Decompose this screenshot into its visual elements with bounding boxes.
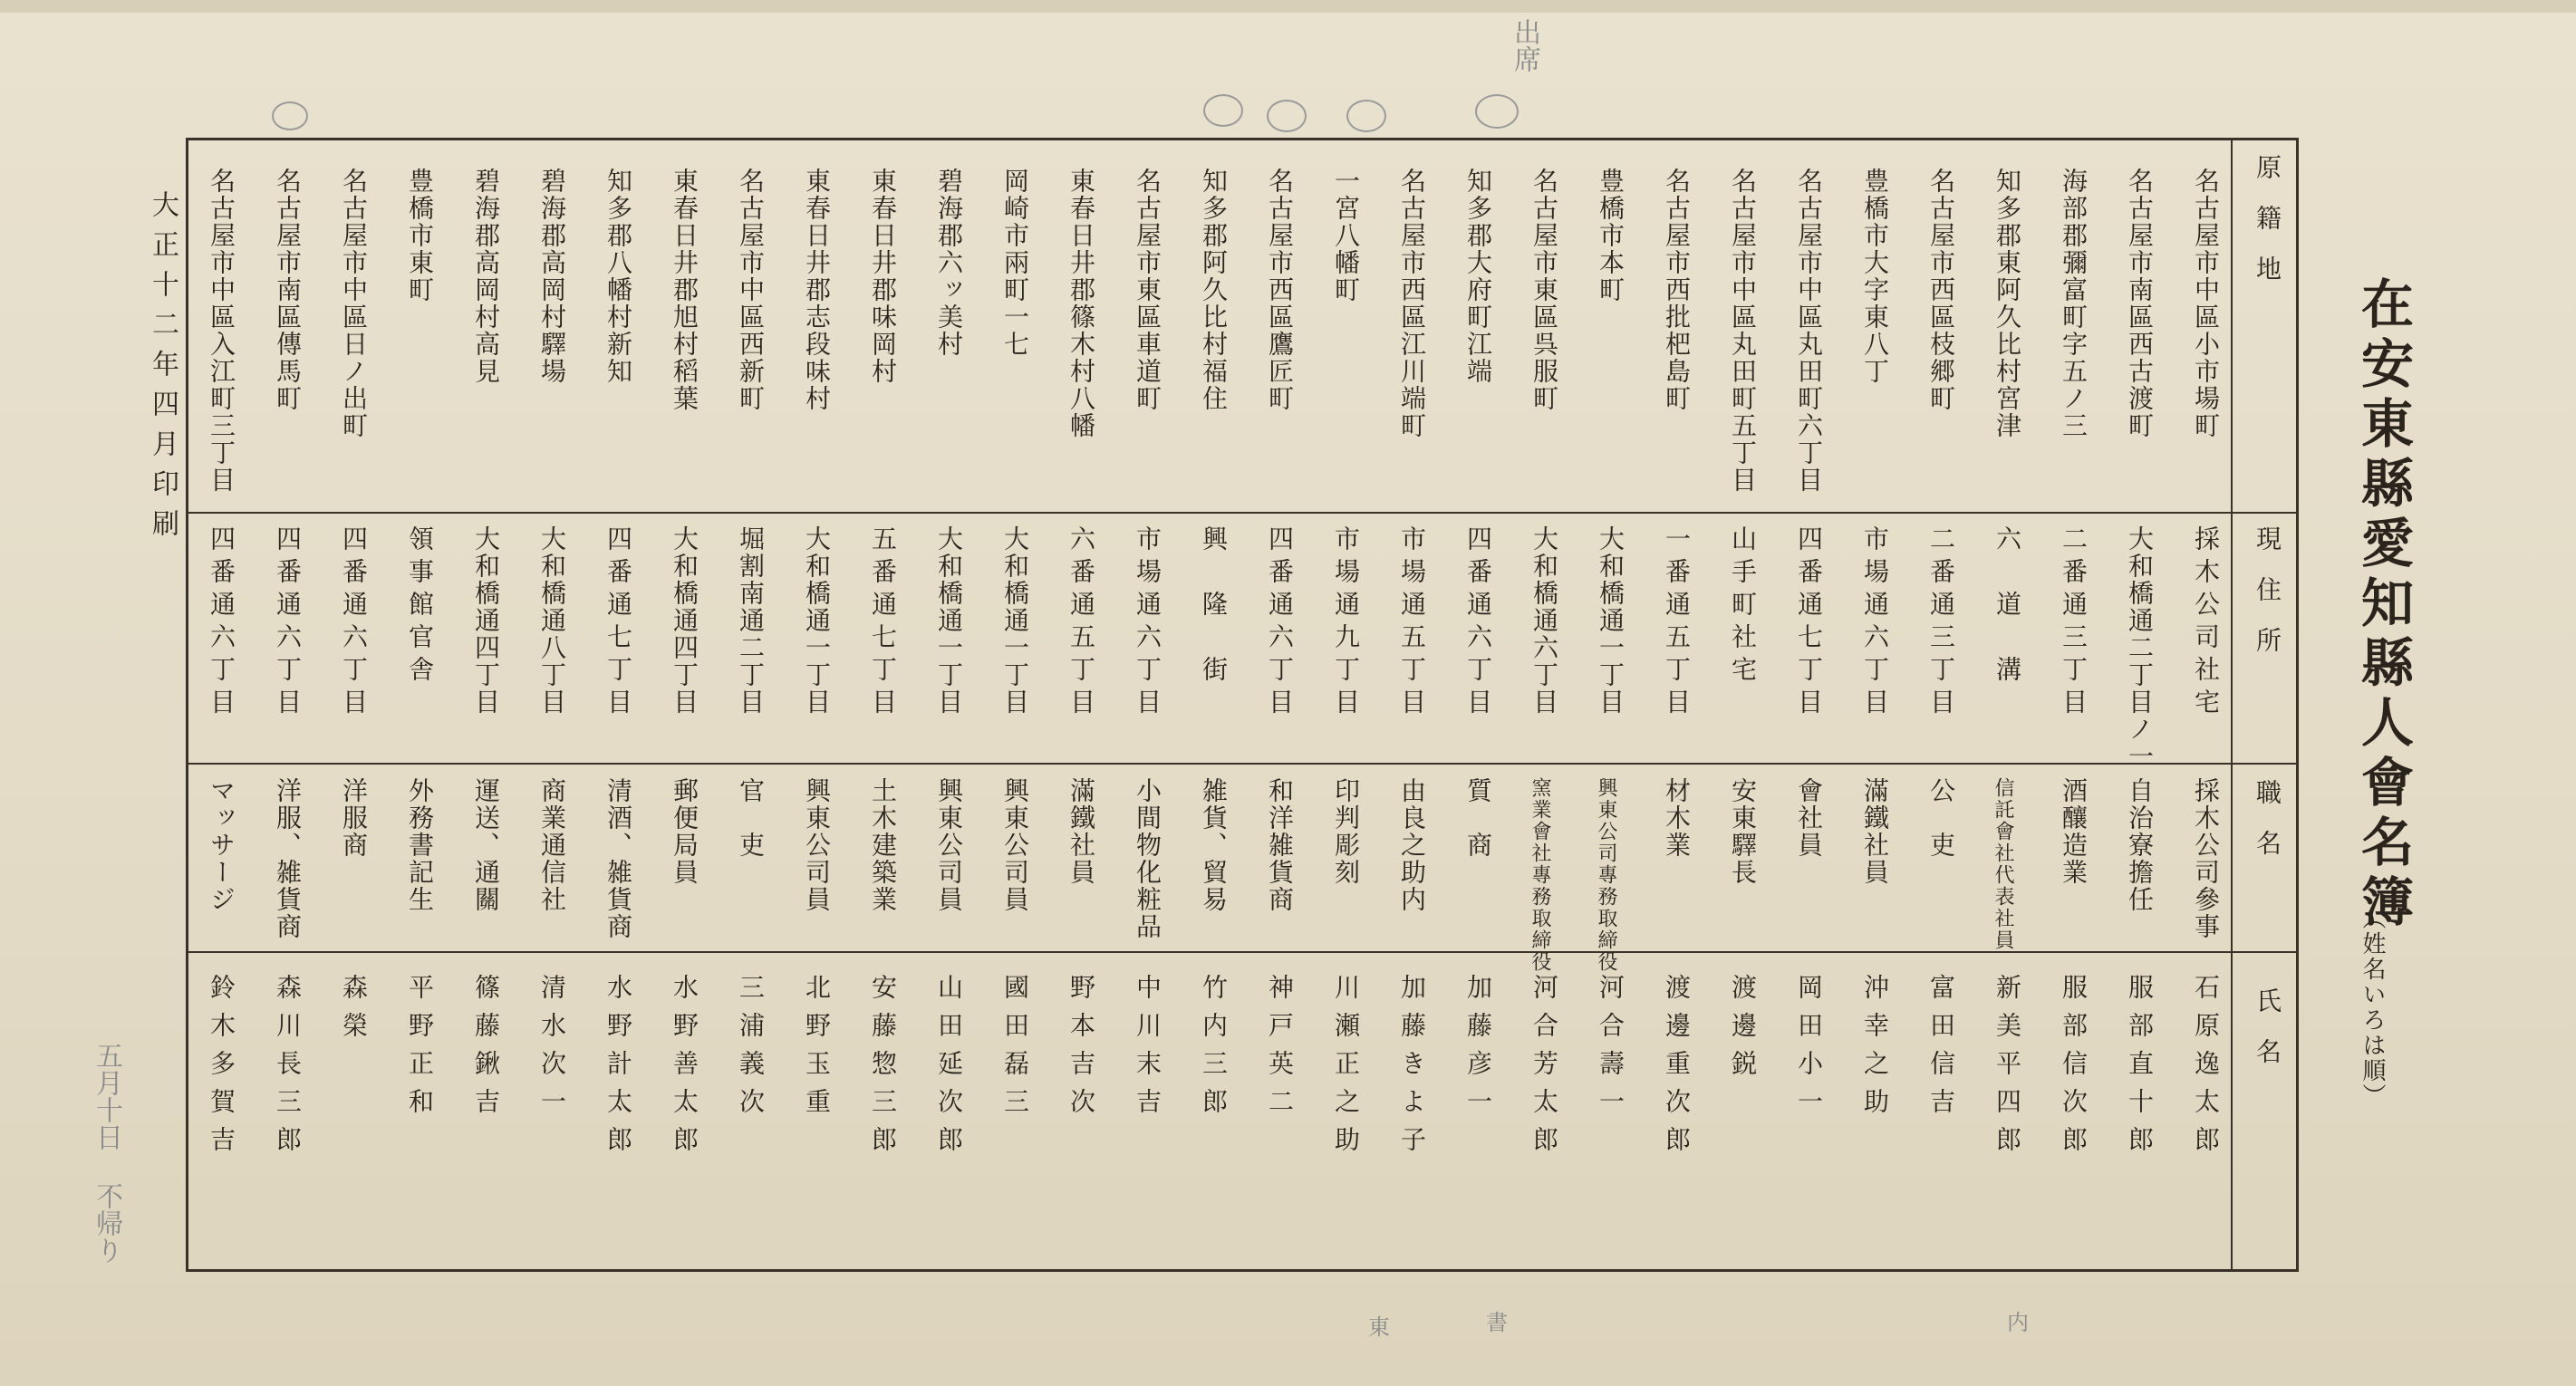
origin-cell: 岡崎市兩町一七	[1000, 168, 1030, 358]
origin-cell: 東春日井郡志段味村	[802, 168, 832, 412]
address-cell: 領事館官舎	[405, 525, 435, 688]
pencil-note-left: 五月十日 不帰り	[91, 1042, 122, 1264]
occupation-cell: マッサージ	[207, 777, 236, 913]
row-divider-origin	[186, 512, 2299, 514]
occupation-cell: 官 吏	[736, 777, 766, 859]
occupation-cell: 洋服、雑貨商	[273, 777, 303, 940]
origin-cell: 名古屋市中區丸田町六丁目	[1794, 168, 1824, 494]
origin-cell: 名古屋市中區日ノ出町	[339, 168, 369, 439]
occupation-cell: 運送、通關	[471, 777, 501, 913]
origin-cell: 一宮八幡町	[1331, 168, 1361, 303]
name-cell: 水野計太郎	[603, 974, 633, 1164]
pencil-circle	[1475, 94, 1519, 129]
name-cell: 篠藤鍬吉	[471, 974, 501, 1126]
occupation-cell: 小間物化粧品	[1133, 777, 1163, 940]
occupation-cell: 安東驛長	[1728, 777, 1758, 886]
occupation-cell: 興東公司員	[934, 777, 964, 913]
occupation-cell: 郵便局員	[670, 777, 699, 886]
origin-cell: 知多郡八幡村新知	[603, 168, 633, 385]
document-subtitle: （姓名いろは順）	[2359, 906, 2386, 1109]
name-cell: 新美平四郎	[1992, 974, 2022, 1164]
name-cell: 竹内三郎	[1199, 974, 1229, 1126]
address-cell: 四番通六丁目	[207, 525, 236, 721]
occupation-cell: 信託會社代表社員	[1992, 777, 2014, 951]
occupation-cell: 興東公司專務取締役	[1595, 777, 1617, 973]
occupation-cell: 商業通信社	[537, 777, 567, 913]
origin-cell: 名古屋市中區入江町三丁目	[207, 168, 236, 494]
pencil-note-bottom-2: 書	[1486, 1310, 1508, 1335]
occupation-cell: 和洋雑貨商	[1265, 777, 1295, 913]
address-cell: 四番通六丁目	[1265, 525, 1295, 721]
name-cell: 平野正和	[405, 974, 435, 1126]
pencil-note-bottom-1: 東	[1368, 1314, 1390, 1340]
name-cell: 中川末吉	[1133, 974, 1163, 1126]
occupation-cell: 雑貨、貿易	[1199, 777, 1229, 913]
name-cell: 河合芳太郎	[1529, 974, 1559, 1164]
occupation-cell: 公 吏	[1926, 777, 1956, 859]
address-cell: 市場通九丁目	[1331, 525, 1361, 721]
occupation-cell: 洋服商	[339, 777, 369, 859]
name-cell: 沖幸之助	[1860, 974, 1890, 1126]
occupation-cell: 土木建築業	[868, 777, 898, 913]
row-divider-occupation	[186, 951, 2299, 953]
address-cell: 四番通七丁目	[1794, 525, 1824, 721]
origin-cell: 名古屋市中區小市場町	[2191, 168, 2221, 439]
origin-cell: 東春日井郡味岡村	[868, 168, 898, 385]
name-cell: 服部直十郎	[2125, 974, 2155, 1164]
name-cell: 野本吉次	[1066, 974, 1096, 1126]
address-cell: 一番通五丁目	[1662, 525, 1692, 721]
occupation-cell: 窯業會社專務取締役	[1529, 777, 1551, 973]
name-cell: 森榮	[339, 974, 369, 1050]
occupation-cell: 自治寮擔任	[2125, 777, 2155, 913]
name-cell: 富田信吉	[1926, 974, 1956, 1126]
pencil-note-bottom-3: 内	[2007, 1310, 2029, 1335]
address-cell: 四番通六丁目	[1463, 525, 1493, 721]
occupation-cell: 印判彫刻	[1331, 777, 1361, 886]
name-cell: 岡田小一	[1794, 974, 1824, 1126]
row-divider-address	[186, 763, 2299, 765]
address-cell: 四番通六丁目	[339, 525, 369, 721]
occupation-cell: 酒釀造業	[2059, 777, 2089, 886]
header-occupation: 職 名	[2253, 779, 2282, 855]
name-cell: 神戸英二	[1265, 974, 1295, 1126]
occupation-cell: 會社員	[1794, 777, 1824, 859]
address-cell: 四番通六丁目	[273, 525, 303, 721]
name-cell: 國田磊三	[1000, 974, 1030, 1126]
origin-cell: 名古屋市西區江川端町	[1397, 168, 1427, 439]
name-cell: 服部信次郎	[2059, 974, 2089, 1164]
address-cell: 大和橋通一丁目	[802, 525, 832, 716]
origin-cell: 名古屋市西區鷹匠町	[1265, 168, 1295, 412]
occupation-cell: 興東公司員	[1000, 777, 1030, 913]
origin-cell: 豊橋市東町	[405, 168, 435, 303]
name-cell: 鈴木多賀吉	[207, 974, 236, 1164]
address-cell: 六番通五丁目	[1066, 525, 1096, 721]
occupation-cell: 外務書記生	[405, 777, 435, 913]
address-cell: 大和橋通一丁目	[1000, 525, 1030, 716]
origin-cell: 名古屋市中區西新町	[736, 168, 766, 412]
origin-cell: 碧海郡六ッ美村	[934, 168, 964, 358]
name-cell: 加藤きよ子	[1397, 974, 1427, 1164]
address-cell: 大和橋通四丁目	[471, 525, 501, 716]
address-cell: 大和橋通二丁目ノ一	[2125, 525, 2155, 770]
address-cell: 堀割南通二丁目	[736, 525, 766, 716]
origin-cell: 名古屋市中區丸田町五丁目	[1728, 168, 1758, 494]
address-cell: 興 隆 街	[1199, 525, 1229, 688]
origin-cell: 名古屋市西批杷島町	[1662, 168, 1692, 412]
name-cell: 山田延次郎	[934, 974, 964, 1164]
occupation-cell: 質 商	[1463, 777, 1493, 859]
origin-cell: 名古屋市東區呉服町	[1529, 168, 1559, 412]
occupation-cell: 興東公司員	[802, 777, 832, 913]
name-cell: 水野善太郎	[670, 974, 699, 1164]
occupation-cell: 材木業	[1662, 777, 1692, 859]
pencil-note-top: 出席	[1509, 18, 1540, 72]
occupation-cell: 清酒、雑貨商	[603, 777, 633, 940]
address-cell: 大和橋通四丁目	[670, 525, 699, 716]
header-address: 現 住 所	[2253, 525, 2282, 652]
address-cell: 四番通七丁目	[603, 525, 633, 721]
address-cell: 大和橋通一丁目	[934, 525, 964, 716]
address-cell: 市場通六丁目	[1133, 525, 1163, 721]
origin-cell: 名古屋市南區西古渡町	[2125, 168, 2155, 439]
origin-cell: 東春日井郡旭村稻葉	[670, 168, 699, 412]
origin-cell: 海部郡彌富町字五ノ三	[2059, 168, 2089, 439]
origin-cell: 豊橋市大字東八丁	[1860, 168, 1890, 385]
name-cell: 河合壽一	[1596, 974, 1626, 1126]
name-cell: 川瀬正之助	[1331, 974, 1361, 1164]
address-cell: 二番通三丁目	[1926, 525, 1956, 721]
name-cell: 渡邊鋭	[1728, 974, 1758, 1088]
address-cell: 市場通六丁目	[1860, 525, 1890, 721]
origin-cell: 碧海郡高岡村高見	[471, 168, 501, 385]
name-cell: 安藤惣三郎	[868, 974, 898, 1164]
name-cell: 石原逸太郎	[2191, 974, 2221, 1164]
name-cell: 森川長三郎	[273, 974, 303, 1164]
pencil-circle	[1203, 94, 1243, 127]
name-cell: 清水次一	[537, 974, 567, 1126]
origin-cell: 知多郡阿久比村福住	[1199, 168, 1229, 412]
pencil-circle	[1346, 100, 1386, 132]
origin-cell: 知多郡東阿久比村宮津	[1992, 168, 2022, 439]
name-cell: 渡邊重次郎	[1662, 974, 1692, 1164]
origin-cell: 知多郡大府町江端	[1463, 168, 1493, 385]
address-cell: 大和橋通六丁目	[1529, 525, 1559, 716]
address-cell: 二番通三丁目	[2059, 525, 2089, 721]
pencil-circle	[1267, 100, 1307, 132]
address-cell: 大和橋通八丁目	[537, 525, 567, 716]
origin-cell: 豊橋市本町	[1596, 168, 1626, 303]
address-cell: 市場通五丁目	[1397, 525, 1427, 721]
origin-cell: 東春日井郡篠木村八幡	[1066, 168, 1096, 439]
origin-cell: 名古屋市南區傳馬町	[273, 168, 303, 412]
address-cell: 大和橋通一丁目	[1596, 525, 1626, 716]
origin-cell: 名古屋市東區車道町	[1133, 168, 1163, 412]
print-date: 大正十二年四月印刷	[147, 190, 178, 549]
header-origin: 原 籍 地	[2253, 154, 2282, 281]
name-cell: 三浦義次	[736, 974, 766, 1126]
origin-cell: 碧海郡高岡村驛場	[537, 168, 567, 385]
header-column-divider	[2231, 138, 2233, 1272]
occupation-cell: 採木公司參事	[2191, 777, 2221, 940]
occupation-cell: 由良之助内	[1397, 777, 1427, 913]
name-cell: 北野玉重	[802, 974, 832, 1126]
address-cell: 山手町社宅	[1728, 525, 1758, 688]
occupation-cell: 滿鐵社員	[1860, 777, 1890, 886]
name-cell: 加藤彦一	[1463, 974, 1493, 1126]
occupation-cell: 滿鐵社員	[1066, 777, 1096, 886]
origin-cell: 名古屋市西區枝郷町	[1926, 168, 1956, 412]
address-cell: 六 道 溝	[1992, 525, 2022, 688]
address-cell: 採木公司社宅	[2191, 525, 2221, 721]
header-name: 氏 名	[2253, 987, 2282, 1064]
document-title: 在安東縣愛知縣人會名簿	[2352, 276, 2414, 934]
address-cell: 五番通七丁目	[868, 525, 898, 721]
pencil-circle	[272, 101, 308, 130]
